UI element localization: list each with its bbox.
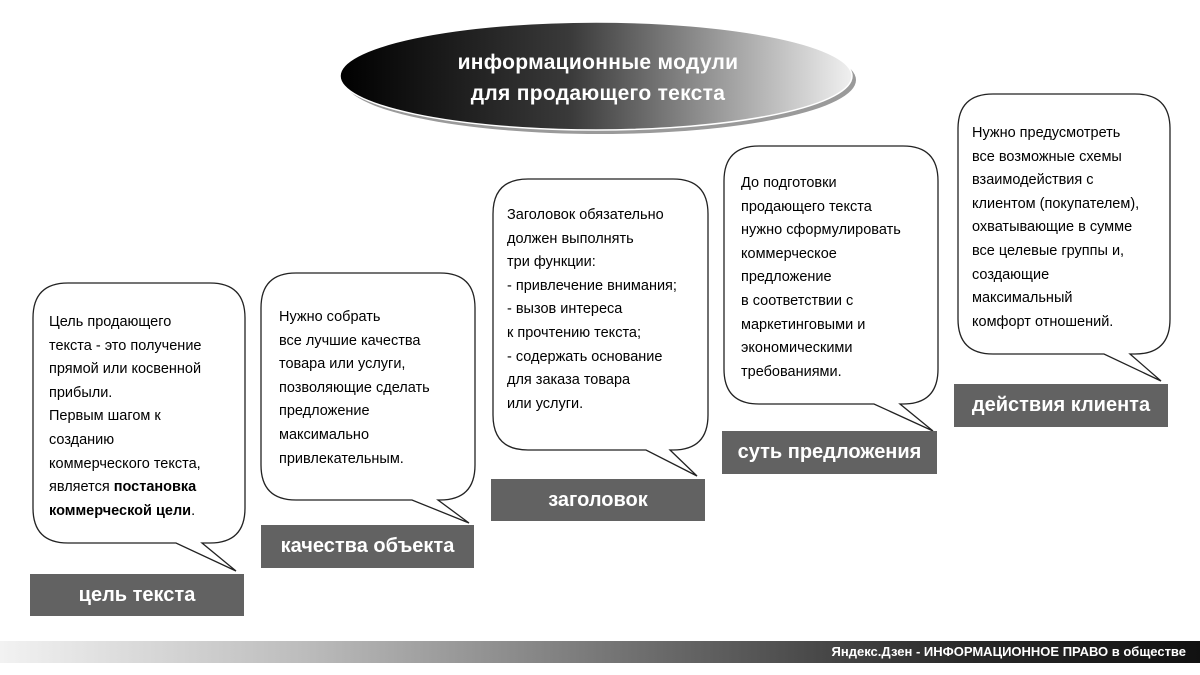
goal-text-bold: коммерческой цели [49, 502, 192, 519]
footer-text: Яндекс.Дзен - ИНФОРМАЦИОННОЕ ПРАВО в обществе [831, 644, 1186, 659]
goal-text-bold: постановка [113, 479, 197, 496]
goal-text-line: Первым шагом к [49, 408, 161, 425]
goal-text [49, 311, 201, 523]
label-offer: суть предложения [722, 431, 937, 474]
label-headline: заголовок [491, 479, 705, 521]
goal-text-line: созданию [49, 431, 115, 448]
goal-text-line: текста - это получение [49, 337, 202, 354]
offer-text: До подготовки продающего текста нужно сформулировать коммерческое предложение в соответствии с маркетинговыми и экономическими требованиями. [741, 175, 901, 380]
label-qualities: качества объекта [261, 525, 474, 568]
label-actions: действия клиента [954, 384, 1168, 427]
goal-text-line: прибыли. [49, 384, 113, 401]
goal-text-line: Цель продающего [49, 314, 172, 330]
goal-text-line: прямой или косвенной [49, 361, 202, 378]
title-line-1: информационные модули [457, 51, 739, 74]
label-goal: цель текста [30, 574, 244, 616]
headline-text: Заголовок обязательно должен выполнять три функции: - привлечение внимания; - вызов интереса к прочтению текста; - содержать основание для заказа товара или услуги. [507, 207, 677, 412]
actions-text: Нужно предусмотреть все возможные схемы взаимодействия с клиентом (покупателем), охватывающие в сумме все целевые группы и, создающие максимальный комфорт отношений. [972, 125, 1140, 330]
qualities-text: Нужно собрать все лучшие качества товара или услуги, позволяющие сделать предложение максимально привлекательным. [279, 309, 430, 467]
goal-text-end: . [191, 502, 196, 519]
goal-text-line: коммерческого текста, [49, 455, 201, 472]
title-line-2: для продающего текста [470, 82, 726, 105]
footer-bar [0, 641, 1200, 663]
goal-text-line: является [49, 479, 114, 496]
